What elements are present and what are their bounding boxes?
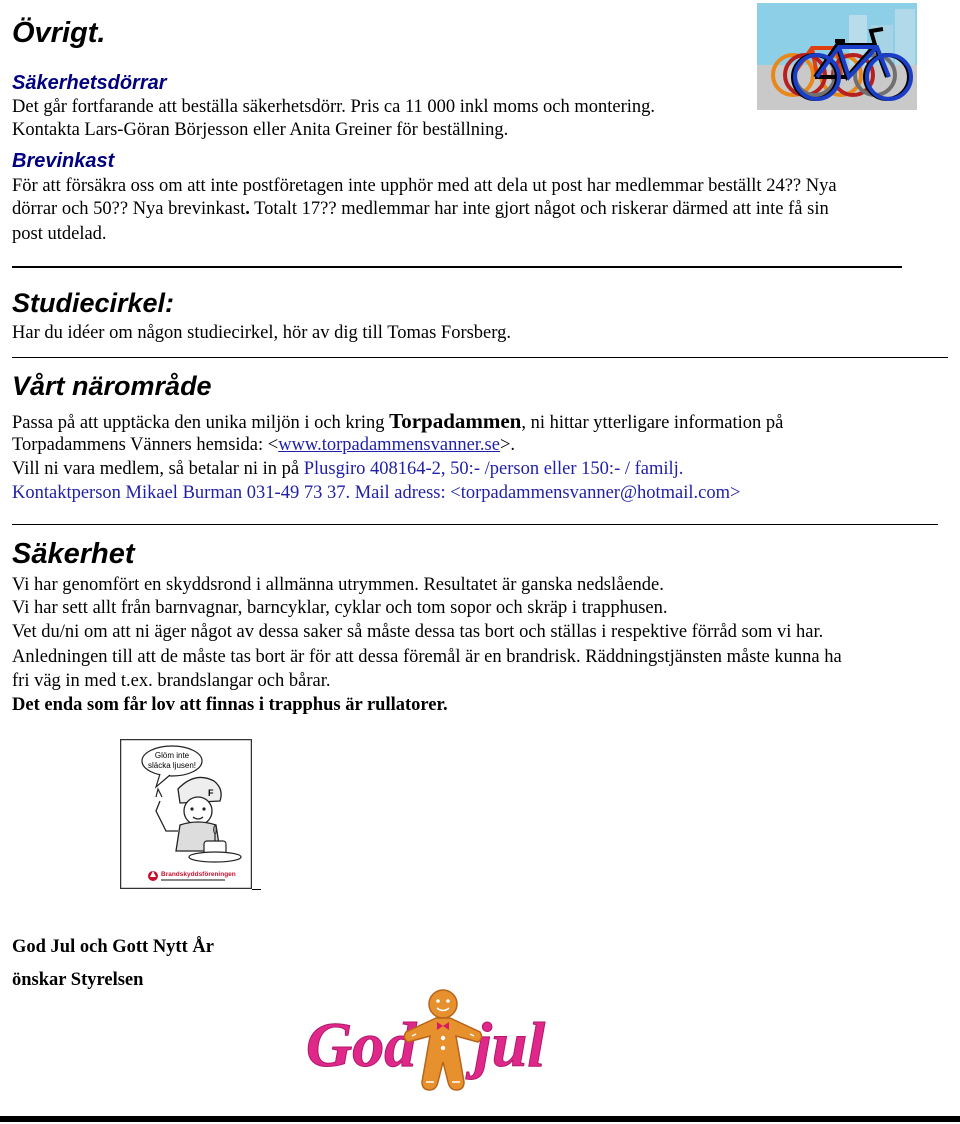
ovrigt-title: Övrigt.	[12, 17, 106, 49]
naromrade-text-3a: Vill ni vara medlem, så betalar ni in på	[12, 459, 304, 479]
naromrade-text-1	[12, 410, 783, 435]
hat-letter: F	[208, 788, 214, 798]
sakerhet-title: Säkerhet	[12, 538, 135, 570]
naromrade-title: Vårt närområde	[12, 371, 212, 401]
studiecirkel-text: Har du idéer om någon studiecirkel, hör av dig till Tomas Forsberg.	[12, 323, 511, 343]
kontaktperson-text: Kontaktperson Mikael Burman 031-49 73 37. Mail adress: <torpadammensvanner@hotmail.com>	[12, 483, 741, 503]
bicycles-image	[757, 3, 917, 110]
god-word: God	[306, 1009, 417, 1080]
website-link[interactable]: www.torpadammensvanner.se	[278, 435, 500, 455]
naromrade-text-1c: , ni hittar ytterligare information på	[521, 413, 784, 433]
naromrade-text-2c: >.	[499, 435, 516, 455]
divider-1	[12, 266, 902, 268]
bubble-text-1: Glöm inte	[154, 751, 190, 760]
brevinkast-text-3: post utdelad.	[12, 224, 107, 244]
brevinkast-text-1: För att försäkra oss om att inte postföretagen inte upphör med att dela ut post har medlemmar beställt 24?? Nya	[12, 176, 837, 196]
jul-word: jul	[474, 1009, 546, 1080]
naromrade-text-3	[12, 458, 683, 481]
sakerhet-text-4: Anledningen till att de måste tas bort är för att dessa föremål är en brandrisk. Räddningstjänsten måste kunna ha	[12, 647, 842, 667]
page-bottom-rule	[0, 1116, 960, 1122]
poster-underline	[252, 889, 261, 890]
studiecirkel-title: Studiecirkel:	[12, 288, 175, 318]
greeting-line-2: önskar Styrelsen	[12, 970, 144, 990]
fire-safety-poster	[120, 739, 252, 889]
sakerhet-text-5: fri väg in med t.ex. brandslangar och bårar.	[12, 671, 331, 691]
sakerhetsdorrar-heading: Säkerhetsdörrar	[12, 72, 167, 94]
brevinkast-text-2d: ? medlemmar har inte gjort något och riskerar därmed att inte få sin	[328, 199, 829, 219]
plusgiro-text: Plusgiro 408164-2, 50:- /person eller 150:- / familj.	[303, 459, 684, 479]
god-jul-image	[306, 986, 550, 1096]
naromrade-text-2	[12, 434, 515, 457]
brevinkast-text-2a: dörrar och 50?? Nya brevinkast	[12, 199, 246, 219]
brevinkast-text-2	[12, 198, 829, 221]
sakerhet-text-2: Vi har sett allt från barnvagnar, barncyklar, cyklar och tom sopor och skräp i trapphusen.	[12, 598, 668, 618]
bubble-text-2: släcka ljusen!	[147, 761, 197, 770]
divider-2	[12, 357, 948, 358]
sakerhetsdorrar-text-1: Det går fortfarande att beställa säkerhetsdörr. Pris ca 11 000 inkl moms och montering.	[12, 97, 656, 117]
brevinkast-text-2c: Totalt 17?	[249, 199, 329, 219]
sakerhet-text-6: Det enda som får lov att finnas i trapphus är rullatorer.	[12, 695, 448, 715]
sakerhet-text-1: Vi har genomfört en skyddsrond i allmänna utrymmen. Resultatet är ganska nedslående.	[12, 575, 664, 595]
divider-3	[12, 524, 938, 525]
naromrade-text-2a: Torpadammens Vänners hemsida: <	[12, 435, 279, 455]
torpadammen-word: Torpadammen	[389, 409, 522, 433]
sakerhet-text-3: Vet du/ni om att ni äger något av dessa saker så måste dessa tas bort och ställas i respektive förråd som vi har.	[12, 622, 824, 642]
brevinkast-heading: Brevinkast	[12, 150, 115, 172]
naromrade-text-1a: Passa på att upptäcka den unika miljön i och kring	[12, 413, 390, 433]
poster-logo-text: Brandskyddsföreningen	[161, 871, 236, 878]
brevinkast-text-2b: .	[245, 199, 250, 219]
sakerhetsdorrar-text-2: Kontakta Lars-Göran Börjesson eller Anita Greiner för beställning.	[12, 120, 509, 140]
greeting-line-1: God Jul och Gott Nytt År	[12, 937, 214, 957]
